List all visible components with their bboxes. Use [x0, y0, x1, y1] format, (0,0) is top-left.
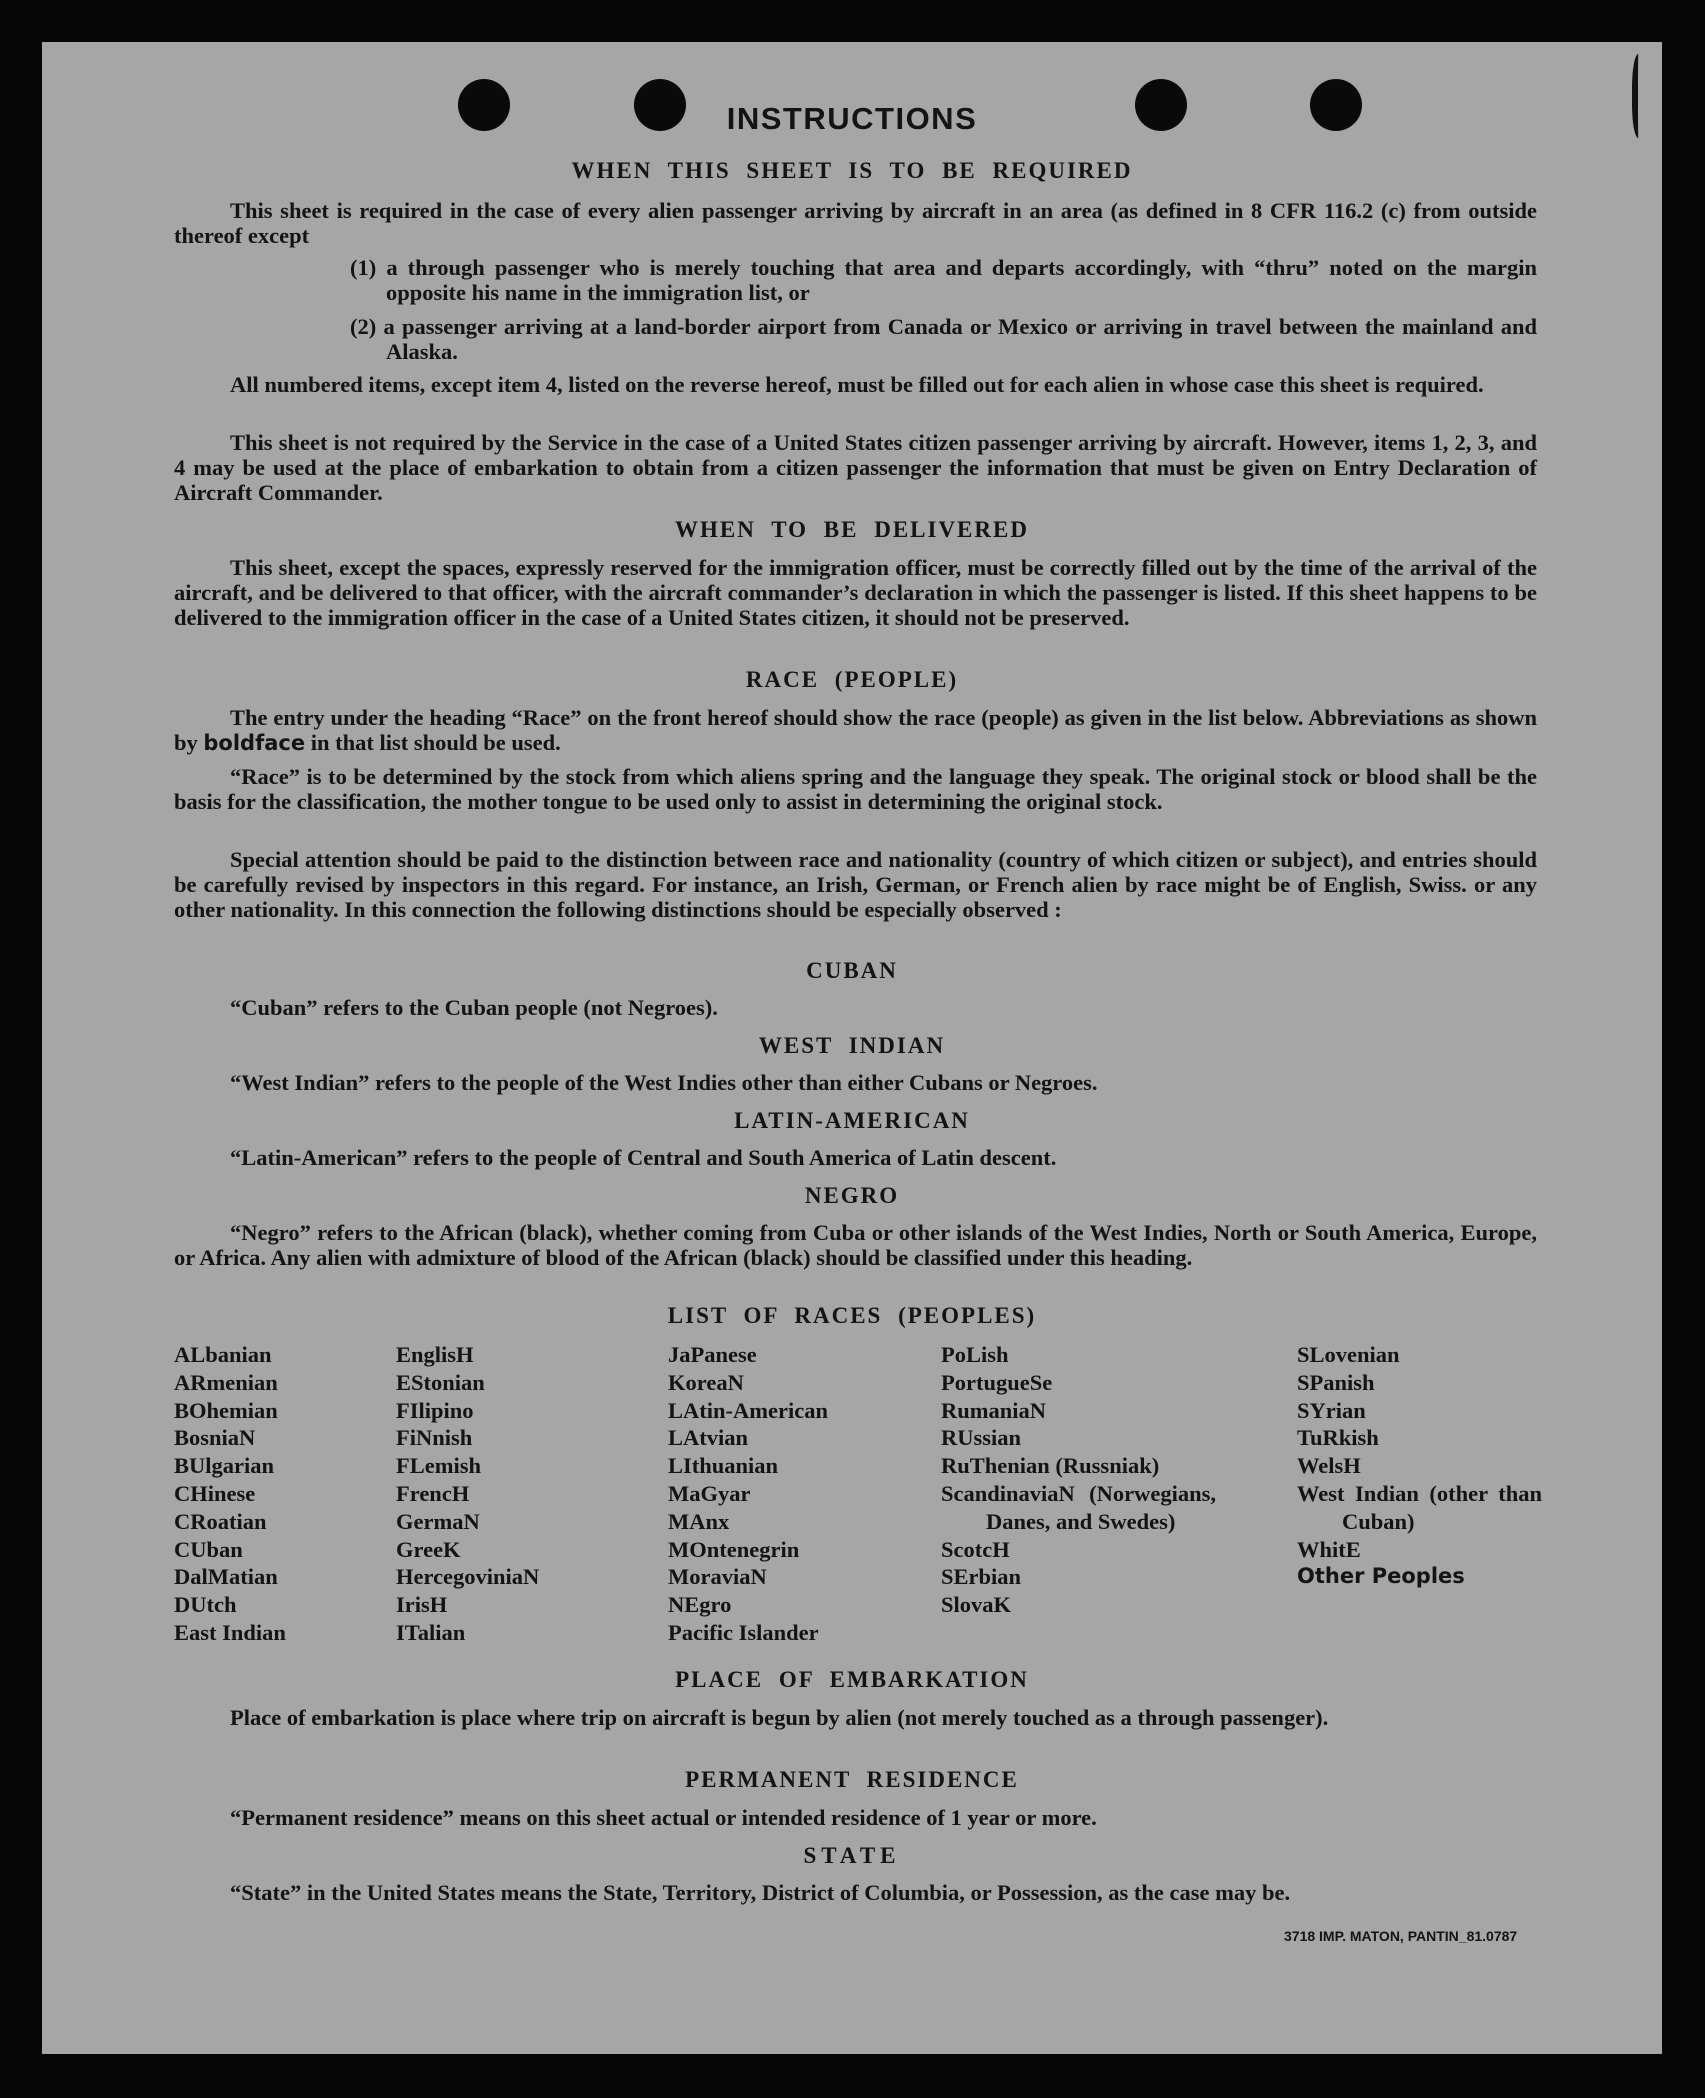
race-entry: ITalian — [396, 1619, 466, 1645]
race-entry: EnglisH — [396, 1342, 474, 1367]
printer-imprint: 3718 IMP. MATON, PANTIN_81.0787 — [1284, 1928, 1518, 1944]
race-entry: SYrian — [1297, 1397, 1366, 1423]
race-entry: BUlgarian — [174, 1453, 275, 1479]
race-entry: FiNnish — [396, 1425, 473, 1451]
race-entry-text: The entry under the heading “Race” on the front hereof should show the race (people) as given in the list below. Abbreviations as shown by — [174, 705, 1537, 755]
race-entry: PoLish — [941, 1342, 1009, 1367]
race-entry: RUssian — [941, 1425, 1022, 1451]
race-entry: LIthuanian — [668, 1453, 779, 1479]
race-entry: JaPanese — [668, 1342, 757, 1367]
race-entry: Pacific Islander — [668, 1619, 819, 1645]
race-entry: ScotcH — [941, 1536, 1010, 1562]
race-entry: RuThenian (Russniak) — [941, 1453, 1160, 1479]
heading-west-indian: WEST INDIAN — [758, 1033, 946, 1058]
paragraph-delivery: This sheet, except the spaces, expressly reserved for the immigration officer, must be correctly filled out by the time of the arrival of the aircraft, and be delivered to that officer, with the aircraft commander’s declaration in which the passenger is listed. If this sheet happens to be delivered to the immigration officer in the case of a United States citizen, it should not be preserved. — [174, 555, 1537, 630]
paragraph-race-nationality: Special attention should be paid to the distinction between race and nationality (country of which citizen or subject), and entries should be carefully revised by inspectors in this regard. For instance, an Irish, German, or French alien by race might be of English, Swiss. or any other nationality. In this connection the following distinctions should be especially observed : — [174, 847, 1537, 922]
race-entry: LAtvian — [668, 1425, 749, 1451]
race-entry: MaGyar — [668, 1480, 751, 1506]
heading-cuban: CUBAN — [806, 958, 898, 983]
document-sheet — [42, 42, 1662, 2054]
race-entry: Other Peoples — [1297, 1564, 1465, 1589]
paragraph-numbered-items: All numbered items, except item 4, listed on the reverse hereof, must be filled out for each alien in whose case this sheet is required. — [230, 372, 1484, 397]
race-entry: NEgro — [668, 1592, 732, 1618]
race-entry: ARmenian — [174, 1369, 278, 1395]
race-entry: WelsH — [1297, 1453, 1361, 1479]
list-item-through-passenger: (1) a through passenger who is merely touching that area and departs accordingly, with “thru” noted on the margin opposite his name in the immigration list, or — [350, 255, 1537, 305]
race-entry: KoreaN — [668, 1369, 744, 1395]
race-entry: FLemish — [396, 1453, 482, 1479]
race-entry: EStonian — [396, 1369, 485, 1395]
race-entry: West Indian (other than Cuban) — [1297, 1480, 1542, 1534]
paragraph-cuban: “Cuban” refers to the Cuban people (not Negroes). — [230, 995, 718, 1020]
paragraph-race-stock: “Race” is to be determined by the stock from which aliens spring and the language they speak. The original stock or blood shall be the basis for the classification, the mother tongue to be used only to assist in determining the original stock. — [174, 764, 1537, 814]
race-entry: BOhemian — [174, 1397, 278, 1423]
race-entry: RumaniaN — [941, 1397, 1047, 1423]
race-entry: TuRkish — [1297, 1425, 1379, 1451]
race-entry: BosniaN — [174, 1425, 256, 1451]
heading-when-delivered: WHEN TO BE DELIVERED — [675, 517, 1029, 542]
races-column-4 — [941, 1341, 1216, 1619]
race-entry: CUban — [174, 1536, 243, 1562]
paragraph-residence: “Permanent residence” means on this sheet actual or intended residence of 1 year or more. — [230, 1805, 1097, 1830]
paragraph-state: “State” in the United States means the State, Territory, District of Columbia, or Possession, as the case may be. — [230, 1880, 1291, 1905]
race-entry: HercegoviniaN — [396, 1564, 540, 1590]
races-column-3 — [668, 1341, 828, 1647]
heading-list-of-races: LIST OF RACES (PEOPLES) — [667, 1303, 1037, 1328]
paragraph-embarkation: Place of embarkation is place where trip on aircraft is begun by alien (not merely touched as a through passenger). — [230, 1705, 1329, 1730]
paragraph-citizen-passenger: This sheet is not required by the Service in the case of a United States citizen passenger arriving by aircraft. However, items 1, 2, 3, and 4 may be used at the place of embarkation to obtain from a citizen passenger the information that must be given on Entry Declaration of Aircraft Commander. — [174, 430, 1537, 505]
paragraph-race-entry — [174, 705, 1537, 756]
heading-negro: NEGRO — [804, 1183, 900, 1208]
paragraph-west-indian: “West Indian” refers to the people of the West Indies other than either Cubans or Negroes. — [230, 1070, 1098, 1095]
races-column-5 — [1297, 1341, 1542, 1591]
heading-latin-american: LATIN-AMERICAN — [734, 1108, 970, 1133]
race-entry: DUtch — [174, 1592, 237, 1618]
race-entry: ScandinaviaN (Norwegians, Danes, and Swedes) — [941, 1480, 1216, 1534]
race-entry: LAtin-American — [668, 1397, 828, 1423]
race-entry: SlovaK — [941, 1592, 1012, 1618]
race-entry: GermaN — [396, 1508, 480, 1534]
race-entry: MoraviaN — [668, 1564, 767, 1590]
race-entry: FrencH — [396, 1480, 470, 1506]
paragraph-negro: “Negro” refers to the African (black), whether coming from Cuba or other islands of the West Indies, North or South America, Europe, or Africa. Any alien with admixture of blood of the African (black) should be classified under this heading. — [174, 1220, 1537, 1270]
paragraph-latin-american: “Latin-American” refers to the people of Central and South America of Latin descent. — [230, 1145, 1057, 1170]
race-entry: PortugueSe — [941, 1369, 1053, 1395]
heading-race: RACE (PEOPLE) — [745, 667, 959, 692]
page-title: INSTRUCTIONS — [726, 101, 978, 136]
race-entry: IrisH — [396, 1592, 448, 1618]
race-entry: CHinese — [174, 1480, 256, 1506]
paragraph-required-intro: This sheet is required in the case of every alien passenger arriving by aircraft in an area (as defined in 8 CFR 116.2 (c) from outside thereof except — [174, 198, 1537, 248]
race-entry: DalMatian — [174, 1564, 278, 1590]
races-column-1 — [174, 1341, 286, 1647]
heading-state: STATE — [803, 1843, 901, 1868]
race-entry: FIlipino — [396, 1397, 474, 1423]
race-entry: MAnx — [668, 1508, 730, 1534]
race-entry: SPanish — [1297, 1369, 1375, 1395]
race-entry-text-end: in that list should be used. — [310, 730, 561, 755]
race-entry: CRoatian — [174, 1508, 267, 1534]
boldface-word: boldface — [203, 731, 306, 755]
race-entry: MOntenegrin — [668, 1536, 800, 1562]
race-entry: SErbian — [941, 1564, 1022, 1590]
race-entry: East Indian — [174, 1619, 286, 1645]
heading-place-of-embarkation: PLACE OF EMBARKATION — [675, 1667, 1029, 1692]
races-column-2 — [396, 1341, 539, 1647]
race-entry: ALbanian — [174, 1342, 272, 1367]
race-entry: WhitE — [1297, 1536, 1361, 1562]
race-entry: GreeK — [396, 1536, 461, 1562]
heading-permanent-residence: PERMANENT RESIDENCE — [685, 1767, 1019, 1792]
list-item-land-border: (2) a passenger arriving at a land-border airport from Canada or Mexico or arriving in travel between the mainland and Alaska. — [350, 314, 1537, 364]
heading-when-required: WHEN THIS SHEET IS TO BE REQUIRED — [571, 158, 1133, 183]
race-entry: SLovenian — [1297, 1342, 1400, 1367]
